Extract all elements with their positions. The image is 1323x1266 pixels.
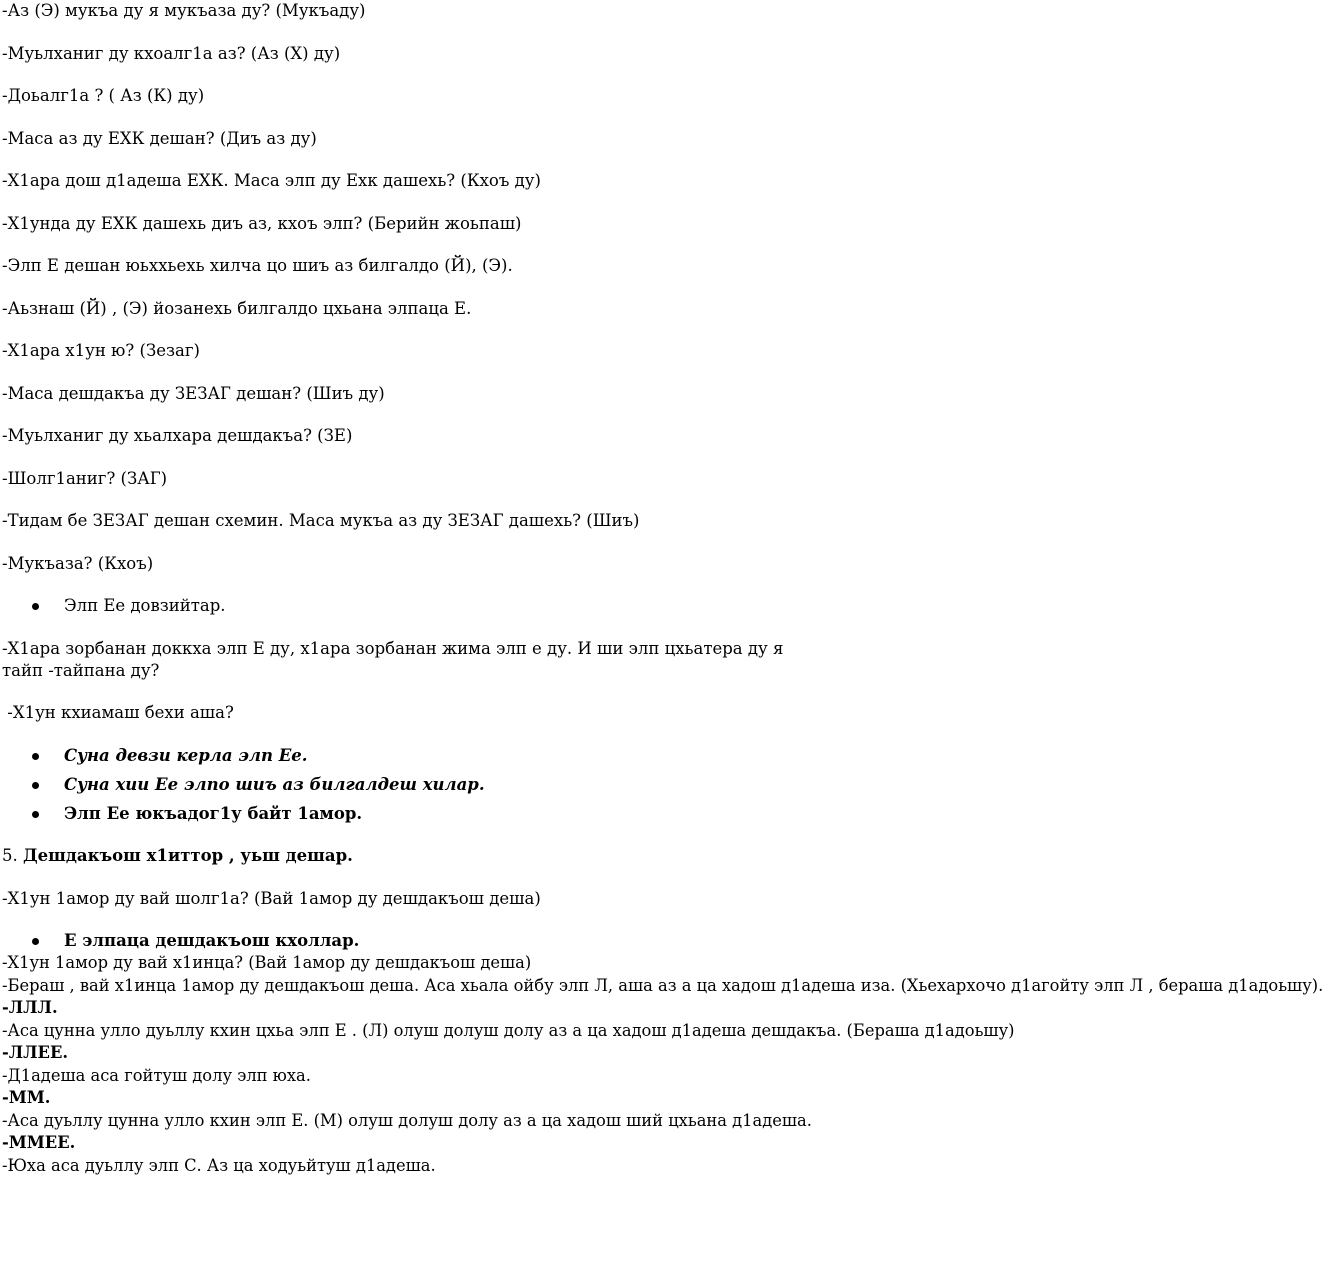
text-line: -Мукъаза? (Кхоъ): [2, 553, 154, 573]
text-line: -Х1ара дош д1адеша ЕХК. Маса элп ду Ехк дашехь? (Кхоъ ду): [2, 171, 541, 190]
text-line: -Маса дешдакъа ду ЗЕЗАГ дешан? (Шиъ ду): [2, 383, 385, 403]
question-line: -Х1ун 1амор ду вай шолг1а? (Вай 1амор ду дешдакъош деша): [2, 888, 541, 908]
bullet-item: [2, 930, 812, 952]
text-line: -Муьлханиг ду хьалхара дешдакъа? (ЗЕ): [2, 426, 353, 445]
text-line: -Шолг1аниг? (ЗАГ): [2, 468, 168, 488]
bullet-item: [2, 595, 812, 617]
block-line: -ММ.: [2, 1088, 51, 1107]
question-line: -Х1ун кхиамаш бехи аша?: [2, 703, 234, 722]
bullet-text: Е элпаца дешдакъош кхоллар.: [64, 931, 360, 950]
block-line: -Юха аса дуьллу элп С. Аз ца ходуьйтуш д1адеша.: [2, 1155, 436, 1175]
question-lines: [2, 0, 812, 575]
paragraph-line: тайп -тайпана ду?: [2, 660, 160, 680]
bullet-item: [2, 803, 812, 825]
text-line: -Аьзнаш (Й) , (Э) йозанехь билгалдо цхьана элпаца Е.: [2, 298, 472, 318]
text-line: -Х1ара х1ун ю? (Зезаг): [2, 341, 200, 360]
bullet-text: Элп Ее довзийтар.: [64, 596, 226, 615]
block-line: -Бераш , вай х1инца 1амор ду дешдакъош деша. Аса хьала ойбу элп Л, аша аз а ца хадош д1адеша иза. (Хьехархочо д1агойту элп Л , бераша д1адоьшу).: [2, 975, 1323, 995]
text-line: -Аз (Э) мукъа ду я мукъаза ду? (Мукъаду): [2, 1, 366, 20]
bullet-icon: [32, 782, 39, 789]
block-line: -ЛЛЕЕ.: [2, 1043, 69, 1062]
bullet-item: [2, 745, 812, 767]
bullet-icon: [32, 603, 39, 610]
text-line: -Х1унда ду ЕХК дашехь диъ аз, кхоъ элп? (Берийн жоьпаш): [2, 213, 522, 233]
block-line: -Аса дуьллу цунна улло кхин элп Е. (М) олуш долуш долу аз а ца хадош ший цхьана д1адеша.: [2, 1110, 812, 1130]
section-title: Дешдакъош х1иттор , уьш дешар.: [23, 846, 353, 865]
text-line: -Маса аз ду ЕХК дешан? (Диъ аз ду): [2, 128, 317, 148]
section-number: 5.: [2, 846, 23, 865]
paragraph-line: -Х1ара зорбанан доккха элп Е ду, х1ара зорбанан жима элп е ду. И ши элп цхьатера ду я: [2, 638, 784, 658]
block-line: -ММЕЕ.: [2, 1133, 76, 1152]
block-line: -Х1ун 1амор ду вай х1инца? (Вай 1амор ду дешдакъош деша): [2, 953, 532, 972]
bullet-icon: [32, 811, 39, 818]
text-line: -Элп Е дешан юьххьехь хилча цо шиъ аз билгалдо (Й), (Э).: [2, 256, 513, 275]
bullet-text: Суна девзи керла элп Ее.: [64, 745, 308, 765]
bullet-icon: [32, 753, 39, 760]
text-line: -Муьлханиг ду кхоалг1а аз? (Аз (Х) ду): [2, 43, 341, 63]
bullet-text: Суна хии Ее элпо шиъ аз билгалдеш хилар.: [64, 774, 485, 794]
block-line: -Д1адеша аса гойтуш долу элп юха.: [2, 1065, 311, 1085]
block-line: -ЛЛЛ.: [2, 998, 58, 1017]
bullet-icon: [32, 938, 39, 945]
block-line: -Аса цунна улло дуьллу кхин цхьа элп Е . (Л) олуш долуш долу аз а ца хадош д1адеша дешдакъа. (Бераша д1адоьшу): [2, 1020, 1015, 1040]
section-heading: [2, 845, 812, 867]
text-line: -Доьалг1а ? ( Аз (К) ду): [2, 86, 205, 105]
text-line: -Тидам бе ЗЕЗАГ дешан схемин. Маса мукъа аз ду ЗЕЗАГ дашехь? (Шиъ): [2, 511, 640, 530]
bullet-item: [2, 774, 812, 796]
exercise-block: [2, 952, 1323, 1177]
bullet-text: Элп Ее юкъадог1у байт 1амор.: [64, 803, 363, 823]
